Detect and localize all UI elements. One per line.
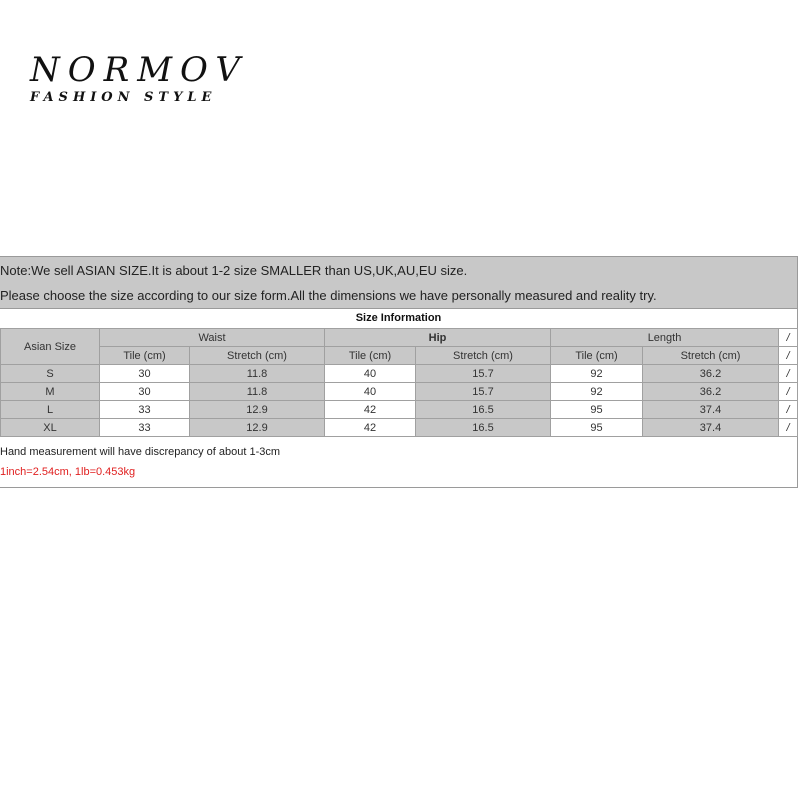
- waist-tile-value: 30: [100, 383, 190, 401]
- hip-tile-value: 42: [325, 419, 416, 437]
- hip-header: Hip: [325, 329, 551, 347]
- waist-stretch-value: 11.8: [190, 365, 325, 383]
- waist-stretch-value: 12.9: [190, 401, 325, 419]
- size-table: [0, 328, 798, 437]
- length-tile-header: Tile (cm): [551, 347, 643, 365]
- table-row: [1, 365, 798, 383]
- slash-cell: /: [779, 347, 798, 365]
- table-row: [1, 401, 798, 419]
- brand-name: NORMOV: [30, 50, 248, 90]
- brand-logo: [30, 50, 248, 105]
- table-header-row: [1, 329, 798, 347]
- length-header: Length: [551, 329, 779, 347]
- hip-tile-header: Tile (cm): [325, 347, 416, 365]
- slash-cell: /: [779, 419, 798, 437]
- length-stretch-value: 37.4: [643, 419, 779, 437]
- size-label: S: [1, 365, 100, 383]
- table-row: [1, 383, 798, 401]
- waist-header: Waist: [100, 329, 325, 347]
- length-stretch-value: 36.2: [643, 365, 779, 383]
- note-line-size-form: Please choose the size according to our size form.All the dimensions we have personally measured and reality try.: [0, 288, 657, 303]
- length-stretch-value: 36.2: [643, 383, 779, 401]
- slash-cell: /: [779, 365, 798, 383]
- length-stretch-header: Stretch (cm): [643, 347, 779, 365]
- waist-tile-value: 33: [100, 419, 190, 437]
- hip-stretch-value: 16.5: [416, 419, 551, 437]
- waist-tile-value: 33: [100, 401, 190, 419]
- measurement-footnote: Hand measurement will have discrepancy of about 1-3cm: [0, 446, 281, 458]
- brand-tagline: FASHION STYLE: [30, 90, 217, 105]
- size-label: L: [1, 401, 100, 419]
- size-label: XL: [1, 419, 100, 437]
- hip-stretch-header: Stretch (cm): [416, 347, 551, 365]
- unit-conversion-note: 1inch=2.54cm, 1lb=0.453kg: [0, 466, 136, 478]
- length-stretch-value: 37.4: [643, 401, 779, 419]
- length-tile-value: 92: [551, 365, 643, 383]
- asian-size-header: Asian Size: [1, 329, 100, 365]
- size-information-title: Size Information: [355, 312, 442, 324]
- slash-cell: /: [779, 383, 798, 401]
- waist-tile-value: 30: [100, 365, 190, 383]
- waist-stretch-value: 12.9: [190, 419, 325, 437]
- slash-cell: /: [779, 329, 798, 347]
- size-panel: [0, 256, 798, 488]
- length-tile-value: 95: [551, 401, 643, 419]
- hip-tile-value: 40: [325, 383, 416, 401]
- hip-stretch-value: 15.7: [416, 383, 551, 401]
- waist-stretch-header: Stretch (cm): [190, 347, 325, 365]
- waist-tile-header: Tile (cm): [100, 347, 190, 365]
- note-line-asian-size: Note:We sell ASIAN SIZE.It is about 1-2 size SMALLER than US,UK,AU,EU size.: [0, 263, 468, 278]
- hip-tile-value: 40: [325, 365, 416, 383]
- length-tile-value: 95: [551, 419, 643, 437]
- size-note: [0, 257, 797, 309]
- hip-stretch-value: 16.5: [416, 401, 551, 419]
- length-tile-value: 92: [551, 383, 643, 401]
- hip-stretch-value: 15.7: [416, 365, 551, 383]
- slash-cell: /: [779, 401, 798, 419]
- waist-stretch-value: 11.8: [190, 383, 325, 401]
- table-subheader-row: [1, 347, 798, 365]
- hip-tile-value: 42: [325, 401, 416, 419]
- size-label: M: [1, 383, 100, 401]
- table-row: [1, 419, 798, 437]
